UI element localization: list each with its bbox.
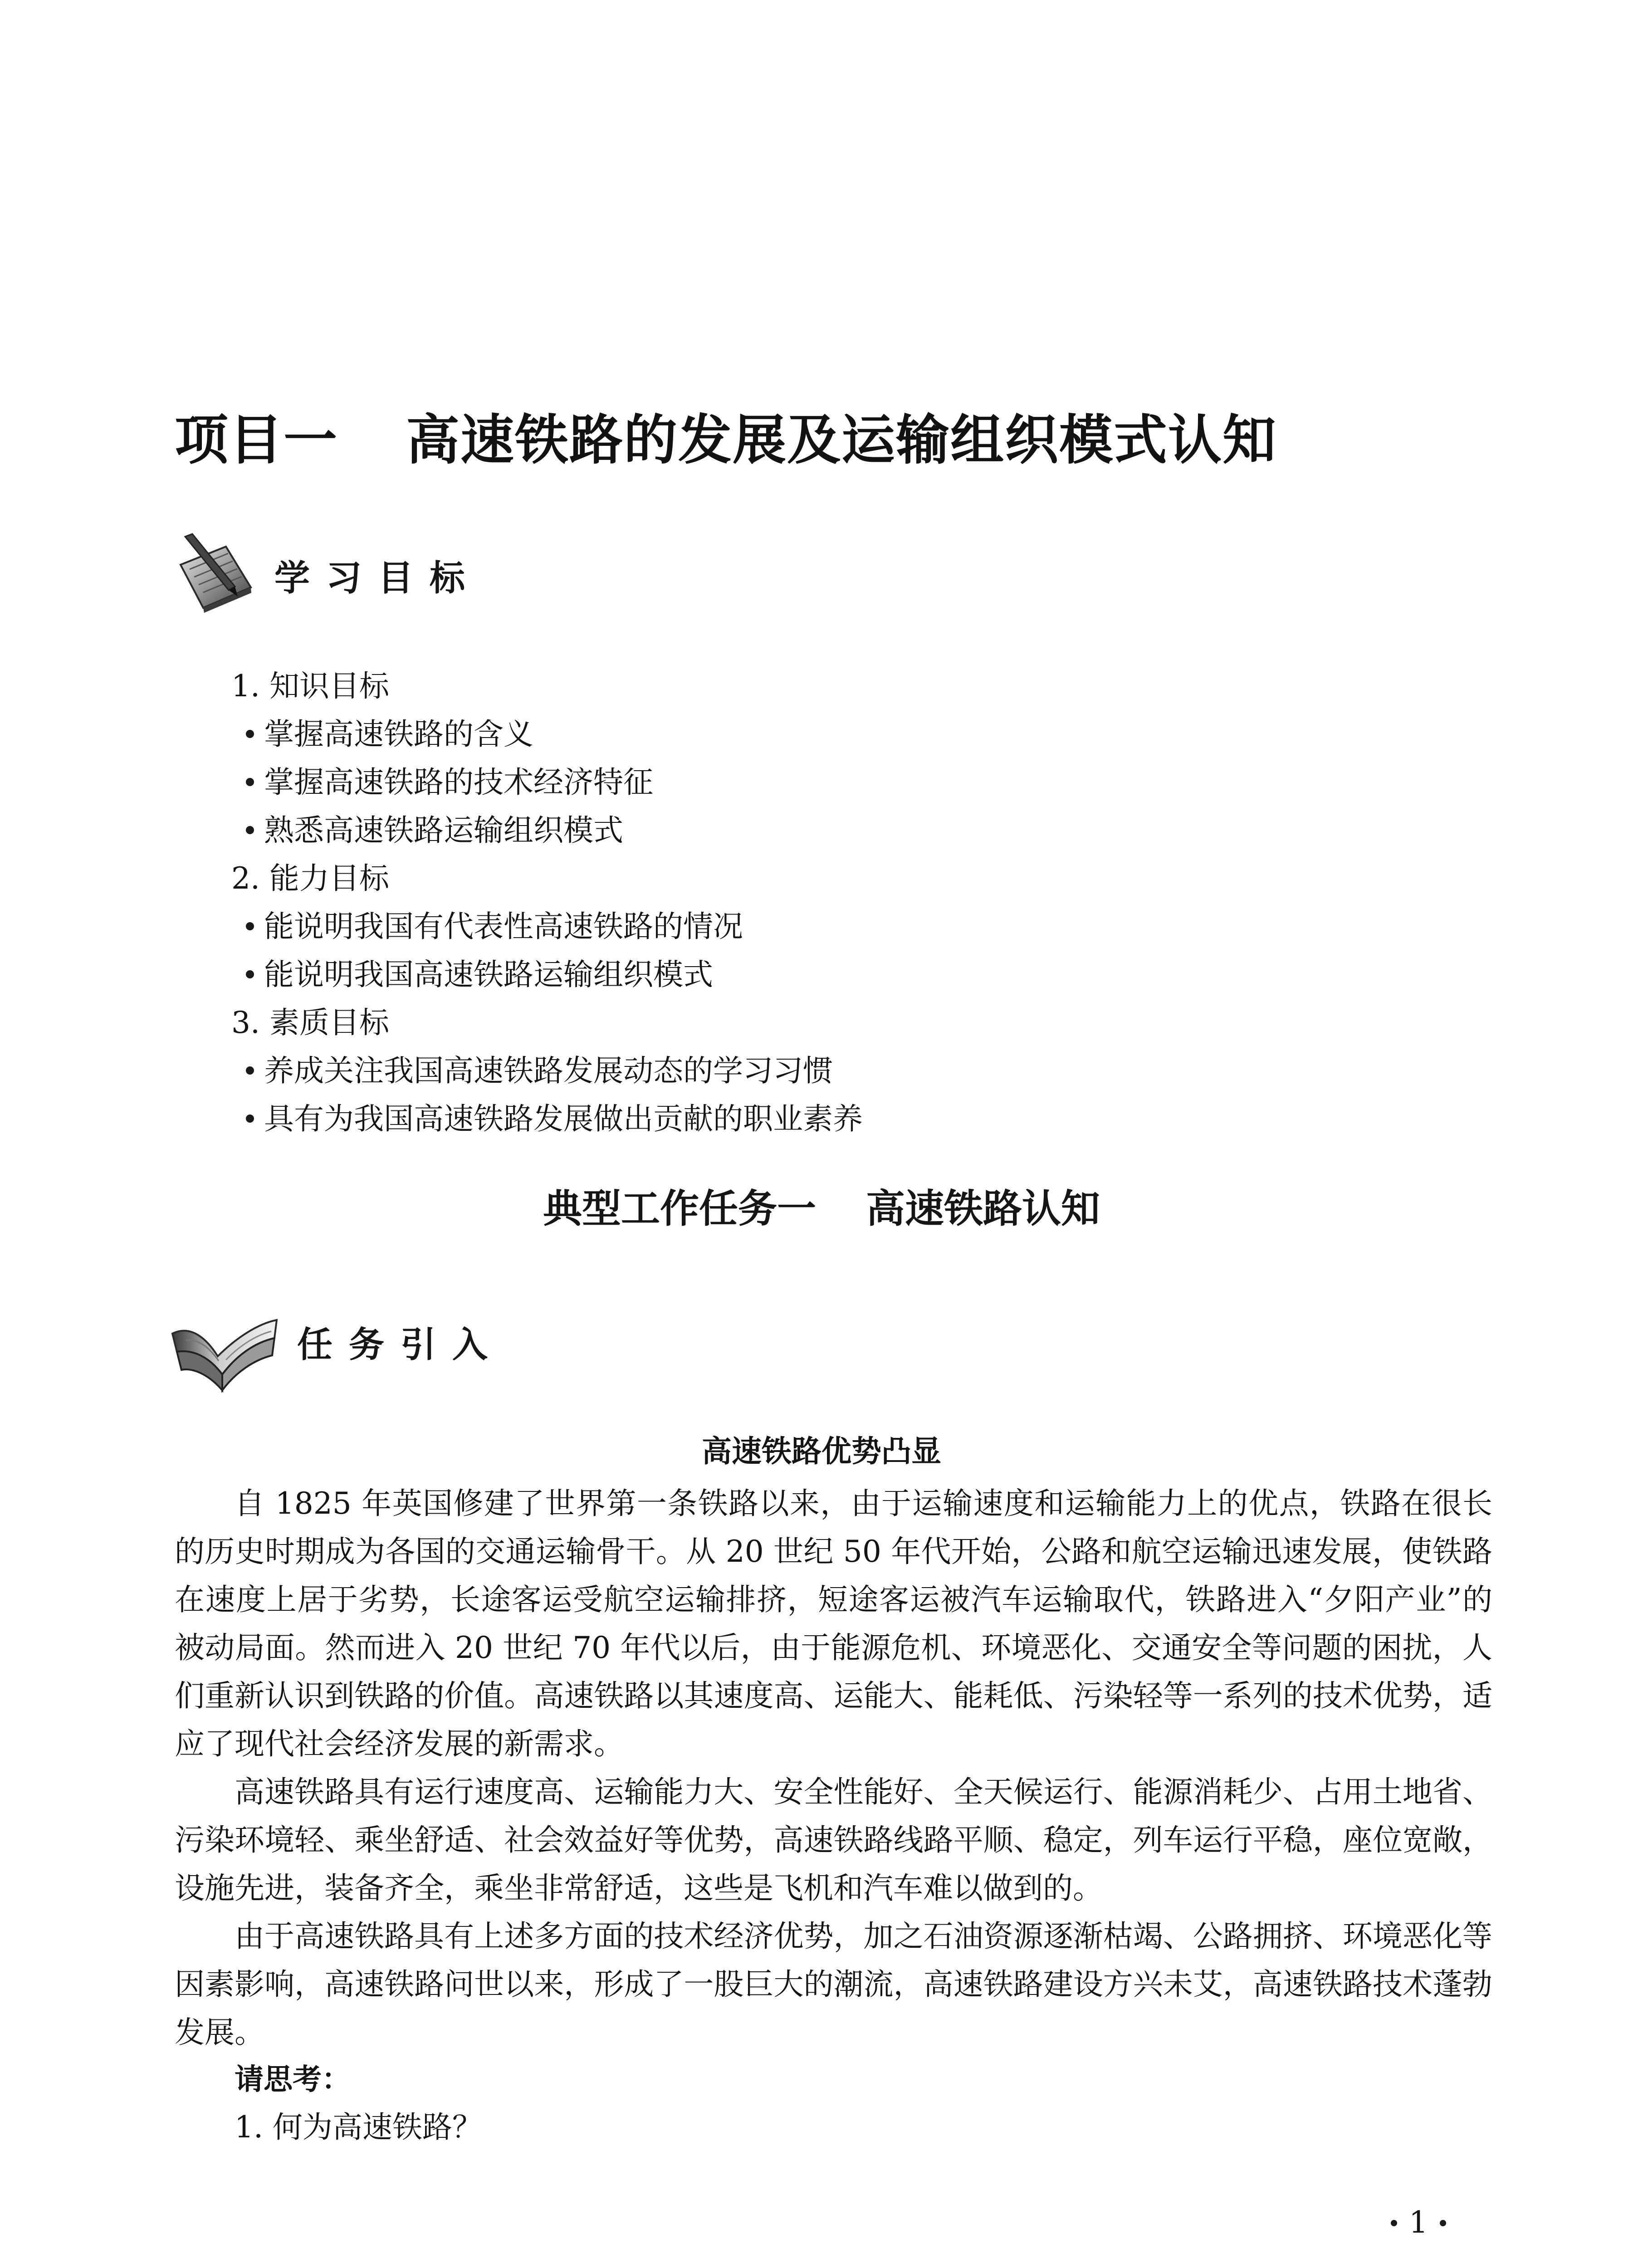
bullet-icon xyxy=(246,826,254,834)
list-item-text: 养成关注我国高速铁路发展动态的学习习惯 xyxy=(264,1053,833,1088)
objective-group-heading: 2. 能力目标 xyxy=(231,861,389,896)
project-name: 高速铁路的发展及运输组织模式认知 xyxy=(406,409,1277,471)
bullet-icon xyxy=(246,922,254,930)
task-title xyxy=(0,1182,1643,1236)
list-item xyxy=(231,710,1547,758)
bullet-icon xyxy=(246,1114,254,1123)
list-item xyxy=(231,758,1547,807)
list-item xyxy=(231,903,1547,951)
open-book-icon xyxy=(168,1306,281,1397)
objectives-list xyxy=(231,662,1547,1143)
page-number-value: 1 xyxy=(1409,2205,1428,2240)
page-number xyxy=(1379,2200,1458,2245)
notepad-pencil-icon xyxy=(171,533,258,615)
task-label: 典型工作任务一 xyxy=(543,1186,816,1232)
list-item xyxy=(231,951,1547,999)
list-item-text: 能说明我国有代表性高速铁路的情况 xyxy=(264,909,743,944)
list-item xyxy=(231,807,1547,855)
question-item: 1. 何为高速铁路？ xyxy=(235,2110,482,2145)
dot-icon xyxy=(1391,2220,1397,2226)
dot-icon xyxy=(1440,2220,1446,2226)
objective-group-heading: 1. 知识目标 xyxy=(231,669,389,704)
bullet-icon xyxy=(246,730,254,738)
list-item-text: 掌握高速铁路的含义 xyxy=(264,717,533,752)
list-item-text: 具有为我国高速铁路发展做出贡献的职业素养 xyxy=(264,1101,863,1136)
objective-group-heading: 3. 素质目标 xyxy=(231,1005,389,1040)
task-name: 高速铁路认知 xyxy=(866,1186,1100,1232)
list-item-text: 熟悉高速铁路运输组织模式 xyxy=(264,813,623,848)
bullet-icon xyxy=(246,778,254,786)
task-intro-header: 任务引入 xyxy=(297,1324,504,1365)
paragraph: 自 1825 年英国修建了世界第一条铁路以来，由于运输速度和运输能力上的优点，铁路在很长的历史时期成为各国的交通运输骨干。从 20 世纪 50 年代开始，公路和航空运输迅速发展，使铁路在速度上居于劣势，长途客运受航空运输排挤，短途客运被汽车运输取代，铁路进入“夕阳产业”的被动局面。然而进入 20 世纪 70 年代以后，由于能源危机、环境恶化、交通安全等问题的困扰，人们重新认识到铁路的价值。高速铁路以其速度高、运能大、能耗低、污染轻等一系列的技术优势，适应了现代社会经济发展的新需求。 xyxy=(175,1486,1492,1761)
objectives-header: 学习目标 xyxy=(274,557,482,599)
list-item xyxy=(231,1047,1547,1095)
think-label: 请思考： xyxy=(235,2063,351,2097)
list-item-text: 能说明我国高速铁路运输组织模式 xyxy=(264,957,713,992)
article-title: 高速铁路优势凸显 xyxy=(702,1434,941,1469)
page-title xyxy=(175,404,1558,476)
list-item xyxy=(231,1095,1547,1143)
list-item-text: 掌握高速铁路的技术经济特征 xyxy=(264,765,653,800)
project-number: 项目一 xyxy=(175,409,338,471)
paragraph: 由于高速铁路具有上述多方面的技术经济优势，加之石油资源逐渐枯竭、公路拥挤、环境恶化等因素影响，高速铁路问世以来，形成了一股巨大的潮流，高速铁路建设方兴未艾，高速铁路技术蓬勃发展。 xyxy=(175,1919,1492,2050)
bullet-icon xyxy=(246,1066,254,1075)
paragraph: 高速铁路具有运行速度高、运输能力大、安全性能好、全天候运行、能源消耗少、占用土地省、污染环境轻、乘坐舒适、社会效益好等优势，高速铁路线路平顺、稳定，列车运行平稳，座位宽敞，设施先进，装备齐全，乘坐非常舒适，这些是飞机和汽车难以做到的。 xyxy=(175,1774,1492,1906)
bullet-icon xyxy=(246,970,254,978)
